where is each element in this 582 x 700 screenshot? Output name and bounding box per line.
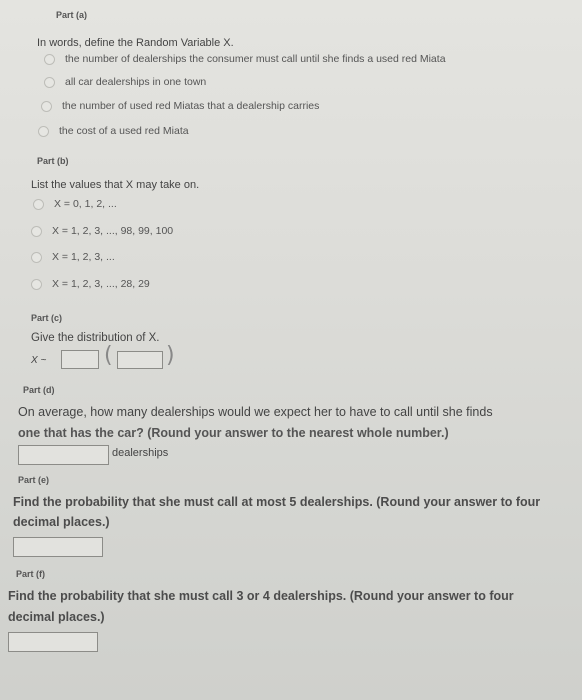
part-f-question-line1: Find the probability that she must call 3 or 4 dealerships. (Round your answer to four (8, 589, 514, 603)
distribution-type-input[interactable] (61, 350, 99, 369)
part-a-option-1[interactable] (44, 53, 446, 65)
radio-button[interactable] (31, 279, 42, 290)
part-e-question-line2: decimal places.) (13, 515, 110, 529)
dealerships-unit-label: dealerships (112, 447, 169, 459)
average-dealerships-input[interactable] (18, 445, 109, 465)
part-c-label: Part (c) (31, 313, 63, 323)
close-paren: ) (166, 343, 175, 368)
probability-at-most-5-input[interactable] (13, 537, 103, 557)
part-b-question: List the values that X may take on. (31, 179, 200, 191)
radio-button[interactable] (38, 126, 49, 137)
part-a-option-3[interactable] (41, 100, 319, 112)
option-label: X = 1, 2, 3, ..., 28, 29 (52, 278, 150, 290)
part-d-label: Part (d) (23, 385, 55, 395)
part-c-question: Give the distribution of X. (31, 332, 160, 344)
part-a-option-2[interactable] (44, 76, 206, 88)
option-label: all car dealerships in one town (65, 76, 207, 88)
option-label: X = 1, 2, 3, ... (52, 251, 115, 263)
distribution-prefix: X ~ (31, 355, 47, 366)
option-label: the number of used red Miatas that a dealership carries (62, 100, 320, 112)
part-a-option-4[interactable] (38, 125, 189, 137)
part-a-question: In words, define the Random Variable X. (37, 37, 234, 49)
part-d-question-line1: On average, how many dealerships would we expect her to have to call until she finds (18, 405, 493, 419)
part-b-option-4[interactable] (31, 278, 150, 290)
open-paren: ( (104, 343, 113, 368)
part-b-option-2[interactable] (31, 225, 173, 237)
radio-button[interactable] (41, 101, 52, 112)
part-a-label: Part (a) (56, 10, 88, 20)
radio-button[interactable] (33, 199, 44, 210)
option-label: the cost of a used red Miata (59, 125, 189, 137)
option-label: X = 1, 2, 3, ..., 98, 99, 100 (52, 225, 174, 237)
part-b-label: Part (b) (37, 156, 69, 166)
part-b-option-3[interactable] (31, 251, 115, 263)
part-d-question-line2: one that has the car? (Round your answer to the nearest whole number.) (18, 426, 449, 440)
radio-button[interactable] (31, 226, 42, 237)
probability-3-or-4-input[interactable] (8, 632, 98, 652)
option-label: X = 0, 1, 2, ... (54, 198, 117, 210)
radio-button[interactable] (44, 77, 55, 88)
option-label: the number of dealerships the consumer must call until she finds a used red Miata (65, 53, 446, 65)
part-e-question-line1: Find the probability that she must call at most 5 dealerships. (Round your answer to four (13, 495, 541, 509)
distribution-parameter-input[interactable] (117, 351, 163, 369)
part-b-option-1[interactable] (33, 198, 117, 210)
radio-button[interactable] (31, 252, 42, 263)
part-f-label: Part (f) (16, 569, 45, 579)
part-e-label: Part (e) (18, 475, 50, 485)
radio-button[interactable] (44, 54, 55, 65)
part-f-question-line2: decimal places.) (8, 610, 105, 624)
